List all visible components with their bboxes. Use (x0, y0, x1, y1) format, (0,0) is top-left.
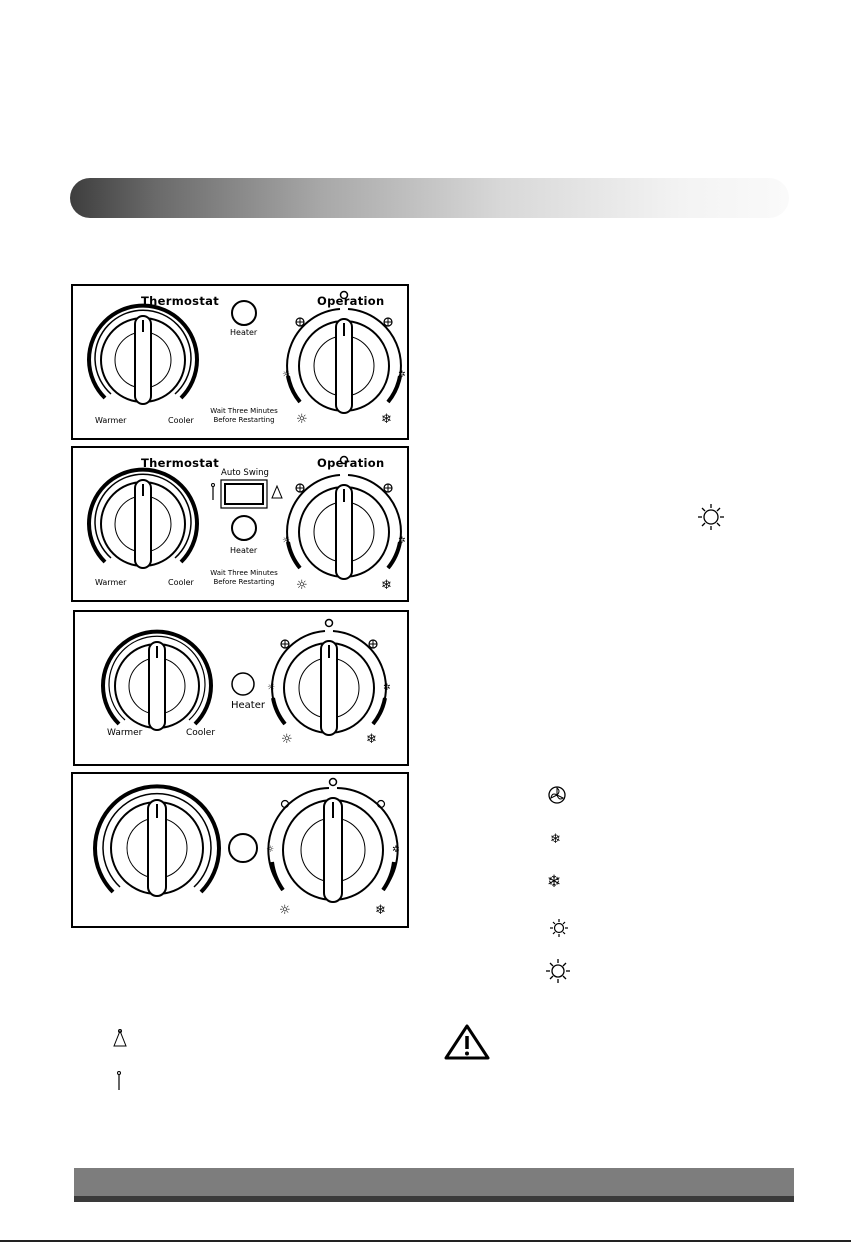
heater-label: Heater (230, 328, 258, 337)
heater-lamp (232, 301, 256, 325)
panel-3-graphics (75, 612, 407, 764)
svg-text:✲: ✲ (398, 370, 406, 380)
operation-knob[interactable] (266, 779, 400, 919)
wait-note (207, 407, 281, 425)
thermostat-title: Thermostat (141, 456, 219, 470)
fixed-louver-icon (114, 1070, 124, 1092)
wait-note (207, 569, 281, 587)
wait-note-line1: Wait Three Minutes (210, 569, 278, 577)
high-heat-icon (696, 502, 726, 532)
thermostat-title: Thermostat (141, 294, 219, 308)
svg-text:☼: ☼ (282, 370, 291, 380)
operation-title: Operation (317, 456, 385, 470)
cooler-label: Cooler (168, 416, 194, 425)
heater-label: Heater (231, 700, 265, 711)
high-cool-icon: ❄ (547, 872, 562, 892)
svg-text:✲: ✲ (392, 845, 400, 855)
svg-text:❄: ❄ (381, 578, 392, 593)
footer-line (74, 1196, 794, 1202)
operation-knob[interactable] (282, 292, 406, 428)
control-panel-1 (71, 284, 409, 440)
warning-icon (444, 1024, 490, 1060)
svg-text:☼: ☼ (296, 412, 308, 427)
svg-text:☼: ☼ (282, 536, 291, 546)
low-heat-icon (549, 918, 569, 938)
heater-lamp (232, 673, 254, 695)
svg-text:❄: ❄ (381, 412, 392, 427)
wait-note-line2: Before Restarting (213, 416, 275, 424)
control-panel-4 (71, 772, 409, 928)
operation-knob[interactable] (282, 457, 406, 594)
svg-text:☼: ☼ (267, 683, 276, 693)
panel-4-graphics (73, 774, 407, 926)
svg-text:☼: ☼ (266, 845, 275, 855)
svg-text:❄: ❄ (375, 903, 386, 918)
section-header-bar (70, 178, 789, 218)
heater-lamp (232, 516, 256, 540)
warmer-label: Warmer (95, 416, 127, 425)
svg-text:✲: ✲ (383, 683, 391, 693)
thermostat-knob[interactable] (103, 632, 211, 730)
swing-icon (112, 1028, 128, 1048)
svg-text:☼: ☼ (281, 732, 293, 747)
svg-text:☼: ☼ (279, 903, 291, 918)
low-cool-icon: ❄ (550, 832, 561, 847)
page-bottom-line (0, 1240, 851, 1242)
auto-swing-label: Auto Swing (221, 468, 269, 478)
auto-swing-switch[interactable] (225, 484, 263, 504)
thermostat-knob[interactable] (89, 470, 197, 568)
cooler-label: Cooler (168, 578, 194, 587)
operation-title: Operation (317, 294, 385, 308)
fan-icon (546, 784, 568, 806)
cooler-label: Cooler (186, 728, 216, 738)
control-panel-2 (71, 446, 409, 602)
svg-text:✲: ✲ (398, 536, 406, 546)
high-heat-icon (545, 958, 571, 984)
svg-text:☼: ☼ (296, 578, 308, 593)
wait-note-line1: Wait Three Minutes (210, 407, 278, 415)
control-panel-3 (73, 610, 409, 766)
swing-icon (272, 486, 282, 498)
wait-note-line2: Before Restarting (213, 578, 275, 586)
warmer-label: Warmer (107, 728, 143, 738)
thermostat-knob[interactable] (95, 786, 219, 896)
warmer-label: Warmer (95, 578, 127, 587)
heater-lamp (229, 834, 257, 862)
svg-text:❄: ❄ (366, 732, 377, 747)
thermostat-knob[interactable] (89, 306, 197, 404)
operation-knob[interactable] (267, 620, 391, 748)
heater-label: Heater (230, 546, 258, 555)
